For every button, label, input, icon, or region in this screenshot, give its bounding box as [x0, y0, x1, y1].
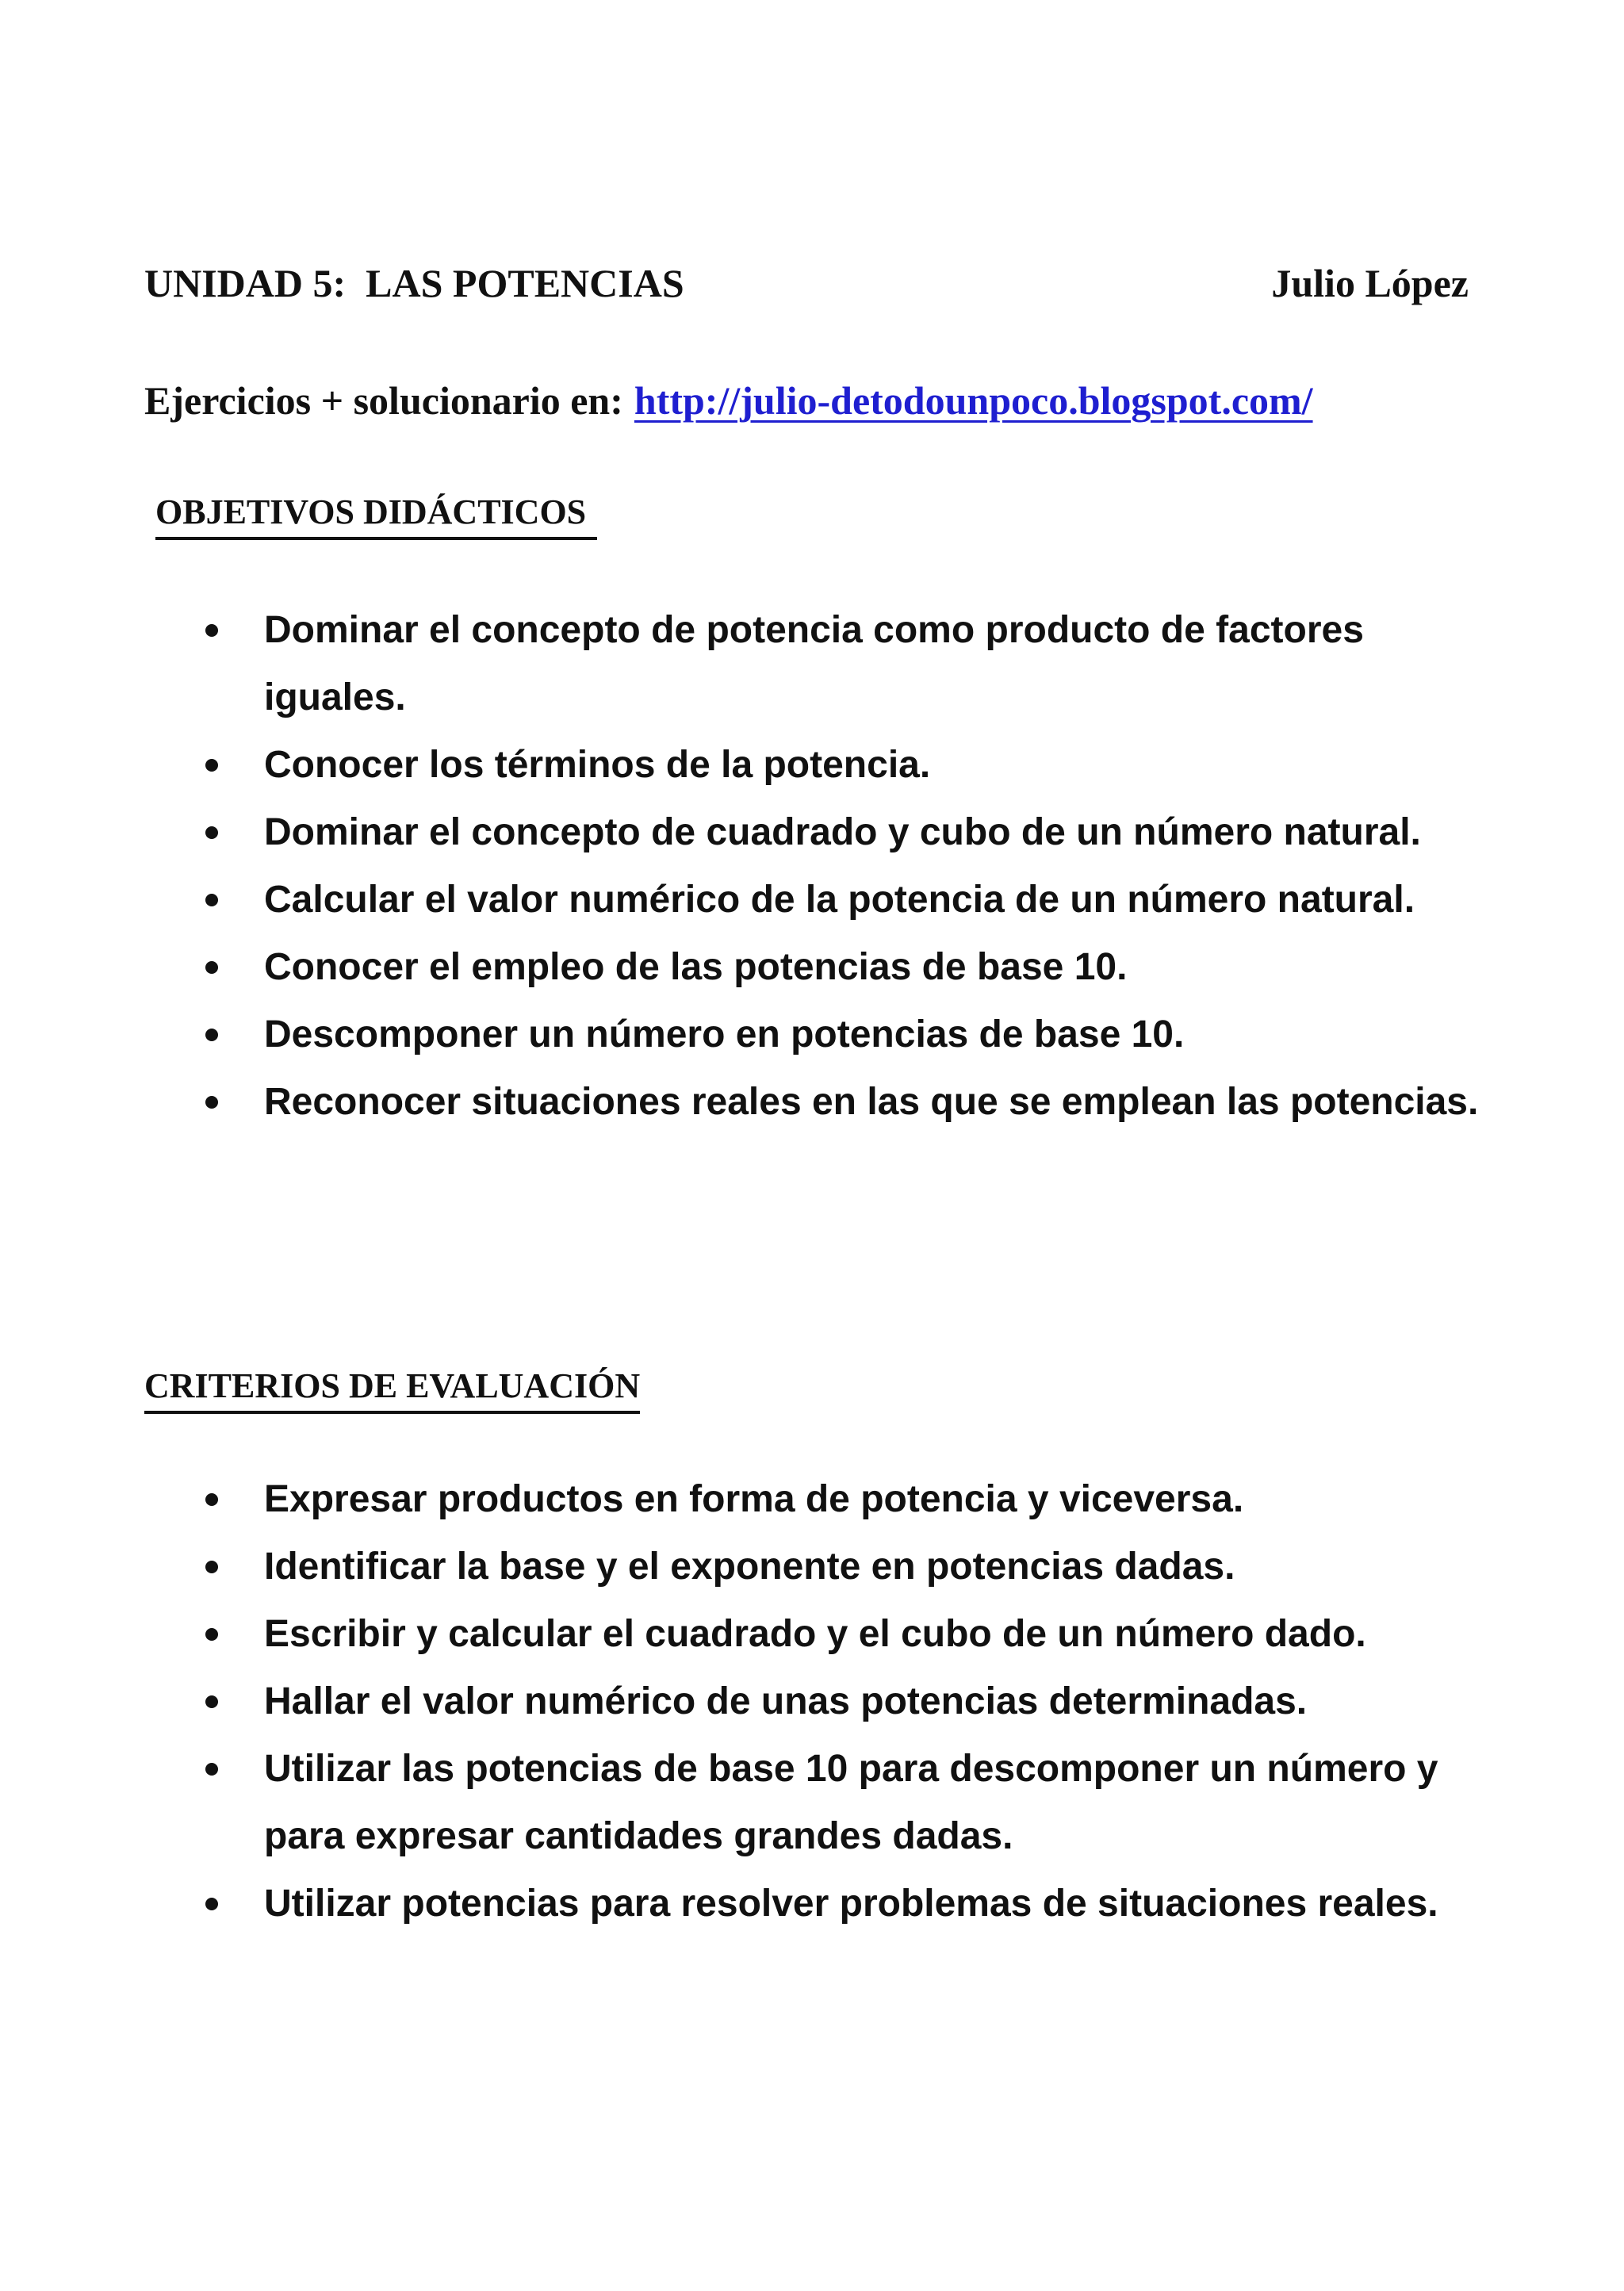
list-item: [0, 799, 1493, 866]
list-item-text: Expresar productos en forma de potencia y viceversa.: [264, 1478, 1244, 1520]
document-header: [144, 255, 1469, 311]
bullet-icon: [205, 961, 218, 974]
list-item-text: Dominar el concepto de potencia como producto de factores iguales.: [264, 609, 1364, 718]
bullet-icon: [205, 1029, 218, 1041]
list-item: [0, 1001, 1493, 1068]
list-item: [0, 1068, 1493, 1136]
bullet-icon: [205, 1898, 218, 1910]
bullet-icon: [205, 894, 218, 906]
list-item: [0, 1600, 1493, 1668]
list-item: [0, 866, 1493, 933]
list-item-text: Utilizar las potencias de base 10 para descomponer un número y para expresar cantidades grandes dadas.: [264, 1748, 1438, 1857]
bullet-icon: [205, 1493, 218, 1506]
list-item: [0, 933, 1493, 1001]
list-item-text: Conocer el empleo de las potencias de base 10.: [264, 946, 1128, 988]
bullet-icon: [205, 624, 218, 637]
list-item: [0, 731, 1493, 799]
list-item: [0, 1668, 1493, 1735]
list-item-text: Identificar la base y el exponente en potencias dadas.: [264, 1546, 1235, 1588]
list-item-text: Conocer los términos de la potencia.: [264, 744, 931, 786]
exercises-line: [144, 373, 1313, 428]
objetivos-list: [0, 596, 1493, 1136]
bullet-icon: [205, 759, 218, 772]
list-item-text: Reconocer situaciones reales en las que se emplean las potencias.: [264, 1081, 1479, 1123]
bullet-icon: [205, 1096, 218, 1109]
list-item: [0, 1870, 1493, 1937]
list-item-text: Hallar el valor numérico de unas potencias determinadas.: [264, 1680, 1308, 1722]
bullet-icon: [205, 1695, 218, 1708]
unit-title: UNIDAD 5: LAS POTENCIAS: [144, 261, 684, 305]
list-item-text: Calcular el valor numérico de la potencia de un número natural.: [264, 879, 1415, 921]
bullet-icon: [205, 1628, 218, 1641]
exercises-label: Ejercicios + solucionario en:: [144, 378, 623, 423]
objetivos-heading: OBJETIVOS DIDÁCTICOS: [155, 492, 597, 540]
bullet-icon: [205, 826, 218, 839]
list-item-text: Descomponer un número en potencias de base 10.: [264, 1013, 1185, 1055]
list-item: [0, 1735, 1493, 1870]
blog-link[interactable]: http://julio-detodounpoco.blogspot.com/: [634, 378, 1313, 423]
criterios-list: [0, 1465, 1493, 1937]
list-item-text: Utilizar potencias para resolver problemas de situaciones reales.: [264, 1883, 1438, 1925]
author-name: Julio López: [1271, 261, 1469, 305]
list-item: [0, 1465, 1493, 1533]
list-item-text: Escribir y calcular el cuadrado y el cubo de un número dado.: [264, 1613, 1366, 1655]
list-item-text: Dominar el concepto de cuadrado y cubo de un número natural.: [264, 811, 1421, 853]
list-item: [0, 1533, 1493, 1600]
bullet-icon: [205, 1763, 218, 1776]
bullet-icon: [205, 1561, 218, 1573]
criterios-heading: CRITERIOS DE EVALUACIÓN: [144, 1366, 640, 1414]
list-item: [0, 596, 1493, 731]
